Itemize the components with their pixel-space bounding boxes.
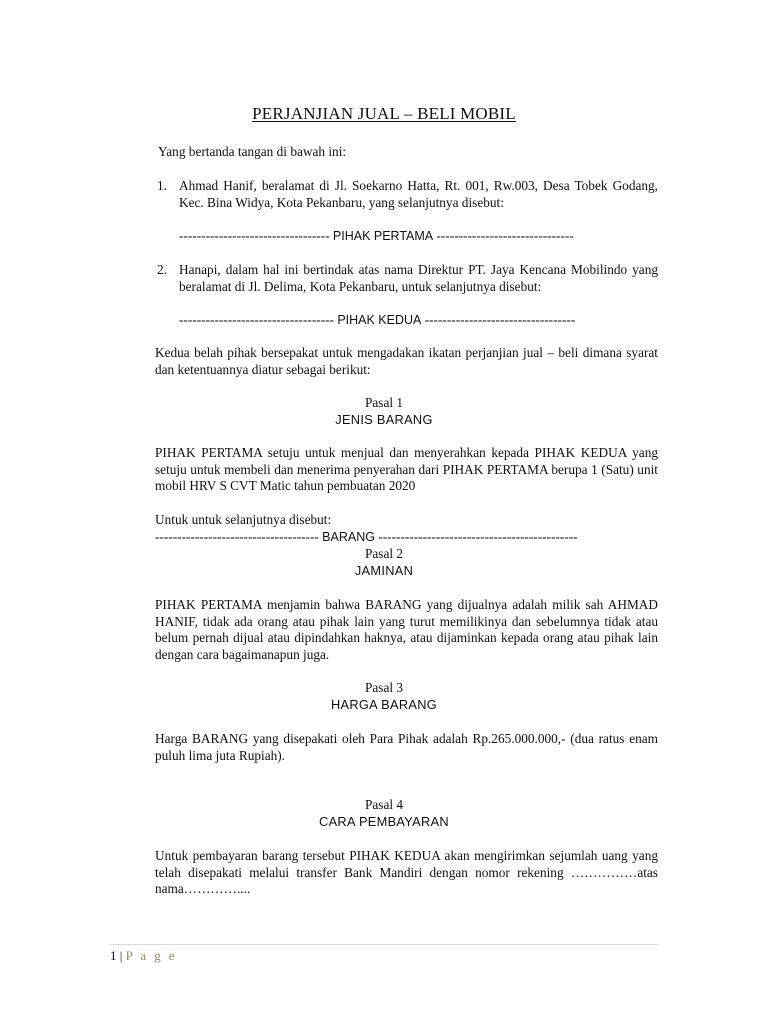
intro-text: Yang bertanda tangan di bawah ini: xyxy=(158,144,347,159)
dash-left: ------------------------------------- xyxy=(155,529,319,544)
party-number: 2. xyxy=(157,262,167,277)
page-number: 1 xyxy=(110,948,117,963)
barang-role: BARANG xyxy=(322,530,375,544)
party-role: PIHAK PERTAMA xyxy=(332,229,434,243)
pasal-4-label: Pasal 4 xyxy=(364,797,404,812)
document-title: PERJANJIAN JUAL – BELI MOBIL xyxy=(252,104,516,123)
pasal-3-label: Pasal 3 xyxy=(364,680,404,695)
barang-role-line xyxy=(155,529,658,546)
pasal-4-text: Untuk pembayaran barang tersebut PIHAK KEDUA akan mengirimkan sejumlah uang yang telah disepakati melalui transfer Bank Mandiri dengan nomor rekening ……………atas nama………….... xyxy=(155,848,658,897)
page-footer xyxy=(110,947,177,965)
pasal-1-followup: Untuk untuk selanjutnya disebut: xyxy=(155,512,332,527)
party-role-line-2 xyxy=(179,312,658,329)
agreement-text: Kedua belah pihak bersepakat untuk mengadakan ikatan perjanjian jual – beli dimana syarat dan ketentuannya diatur sebagai berikut: xyxy=(155,345,658,377)
pasal-2-text: PIHAK PERTAMA menjamin bahwa BARANG yang dijualnya adalah milik sah AHMAD HANIF, tidak ada orang atau pihak lain yang turut memilikinya dan sebelumnya tidak atau belum pernah dijual atau dipindahkan haknya, atau dijaminkan kepada orang atau pihak lain dengan cara bagaimanapun juga. xyxy=(155,597,658,662)
party-role: PIHAK KEDUA xyxy=(337,313,422,327)
dash-right: --------------------------------------------- xyxy=(378,529,578,544)
page-word: P a g e xyxy=(125,948,177,963)
party-description: Ahmad Hanif, beralamat di Jl. Soekarno Hatta, Rt. 001, Rw.003, Desa Tobek Godang, Kec. Bina Widya, Kota Pekanbaru, yang selanjutnya disebut: xyxy=(179,178,658,210)
footer-divider xyxy=(110,944,658,945)
pasal-4-heading: CARA PEMBAYARAN xyxy=(319,814,449,829)
pasal-1-label: Pasal 1 xyxy=(364,395,404,410)
pasal-2-label: Pasal 2 xyxy=(364,546,404,561)
party-description: Hanapi, dalam hal ini bertindak atas nama Direktur PT. Jaya Kencana Mobilindo yang beralamat di Jl. Delima, Kota Pekanbaru, untuk selanjutnya disebut: xyxy=(179,262,658,294)
pasal-1-text: PIHAK PERTAMA setuju untuk menjual dan menyerahkan kepada PIHAK KEDUA yang setuju untuk membeli dan menerima penyerahan dari PIHAK PERTAMA berupa 1 (Satu) unit mobil HRV S CVT Matic tahun pembuatan 2020 xyxy=(155,445,658,494)
party-role-line-1 xyxy=(179,228,658,245)
pasal-2-heading: JAMINAN xyxy=(354,563,414,578)
dash-right: ------------------------------- xyxy=(436,228,574,243)
pasal-1-heading: JENIS BARANG xyxy=(335,412,433,427)
dash-left: ---------------------------------- xyxy=(179,228,330,243)
footer-separator: | xyxy=(119,948,123,963)
pasal-3-text: Harga BARANG yang disepakati oleh Para Pihak adalah Rp.265.000.000,- (dua ratus enam puluh lima juta Rupiah). xyxy=(155,731,658,763)
pasal-3-heading: HARGA BARANG xyxy=(331,697,437,712)
party-number: 1. xyxy=(157,178,167,193)
dash-left: ----------------------------------- xyxy=(179,312,334,327)
dash-right: ---------------------------------- xyxy=(424,312,576,327)
